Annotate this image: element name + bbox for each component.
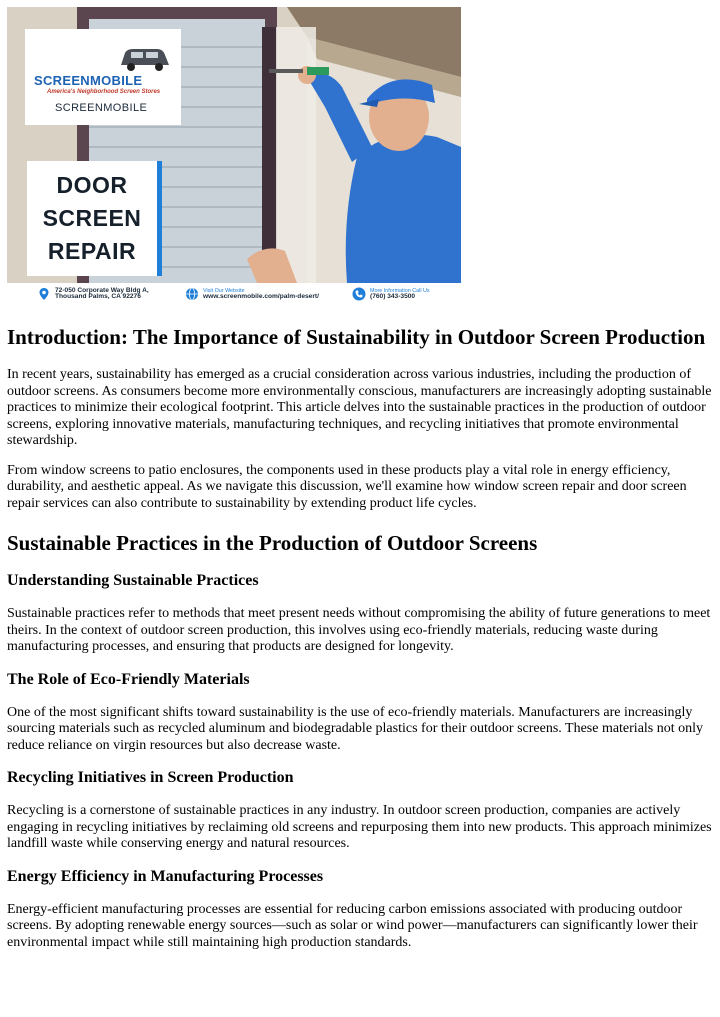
intro-paragraph-1: In recent years, sustainability has emerged as a crucial consideration across various industries, including the production of outdoor screens. As consumers become more environmentally conscious, manufacturers are increasingly adopting sustainable practices to minimize their ecological footprint. This article delves into the sustainable practices in the production of outdoor screens, exploring innovative materials, manufacturing techniques, and recycling initiatives that promote environmental stewardship. [7, 367, 712, 448]
address-line-1: 72-050 Corporate Way Bldg A, [55, 286, 149, 294]
section-heading-understanding: Understanding Sustainable Practices [7, 572, 259, 589]
banner-title-line-1: DOOR [56, 172, 128, 198]
banner-title-card [27, 161, 162, 276]
intro-paragraph-2: From window screens to patio enclosures, the components used in these products play a vital role in energy efficiency, durability, and aesthetic appeal. As we navigate this discussion, we'll examine how window screen repair and door screen repair services can also contribute to sustainability by extending product life cycles. [7, 462, 687, 511]
intro-heading: Introduction: The Importance of Sustainability in Outdoor Screen Production [7, 325, 706, 349]
phone-number[interactable]: (760) 343-3500 [370, 293, 416, 300]
practices-heading: Sustainable Practices in the Production of Outdoor Screens [7, 531, 538, 555]
location-pin-icon [37, 287, 51, 301]
article [7, 324, 713, 964]
phone-icon [352, 287, 366, 301]
section-heading-materials: The Role of Eco-Friendly Materials [7, 670, 250, 688]
website-contact[interactable] [185, 287, 319, 301]
contact-strip [7, 283, 461, 310]
website-url[interactable]: www.screenmobile.com/palm-desert/ [203, 293, 319, 300]
section-heading-energy: Energy Efficiency in Manufacturing Processes [7, 867, 324, 885]
section-heading-recycling: Recycling Initiatives in Screen Production [7, 769, 294, 786]
phone-label: More Information Call Us [370, 287, 430, 294]
screenmobile-logo [25, 29, 181, 125]
van-icon [117, 45, 171, 73]
globe-icon [185, 287, 199, 301]
phone-contact[interactable] [352, 287, 430, 301]
section-text-understanding: Sustainable practices refer to methods that meet present needs without compromising the ability of future generations to meet theirs. In the context of outdoor screen production, this involves using eco-friendly materials, reducing waste during manufacturing processes, and ensuring that products are designed for longevity. [7, 606, 711, 654]
banner-title-line-2: SCREEN [42, 205, 142, 231]
address-contact [37, 287, 149, 301]
logo-tagline: America's Neighborhood Screen Stores [47, 89, 161, 95]
address-line-2: Thousand Palms, CA 92276 [55, 293, 141, 300]
section-text-recycling: Recycling is a cornerstone of sustainable practices in any industry. In outdoor screen production, companies are actively engaging in recycling initiatives by reclaiming old screens and repurposing them into new products. This approach minimizes landfill waste while conserving energy and natural resources. [7, 803, 712, 851]
section-text-energy: Energy-efficient manufacturing processes are essential for reducing carbon emissions associated with producing outdoor screens. By adopting renewable energy sources—such as solar or wind power—manufacturers can significantly lower their environmental impact while still maintaining high production standards. [7, 901, 698, 950]
logo-company-name: SCREENMOBILE [55, 102, 148, 114]
logo-wordmark: SCREENMOBILE [34, 73, 143, 88]
hero-banner [7, 7, 461, 310]
section-text-materials: One of the most significant shifts toward sustainability is the use of eco-friendly materials. Manufacturers are increasingly sourcing materials such as recycled aluminum and biodegradable plastics for their outdoor screens. These materials not only reduce reliance on virgin resources but also decrease waste. [7, 704, 704, 753]
banner-title-line-3: REPAIR [47, 238, 137, 264]
website-label: Visit Our Website [203, 287, 245, 294]
